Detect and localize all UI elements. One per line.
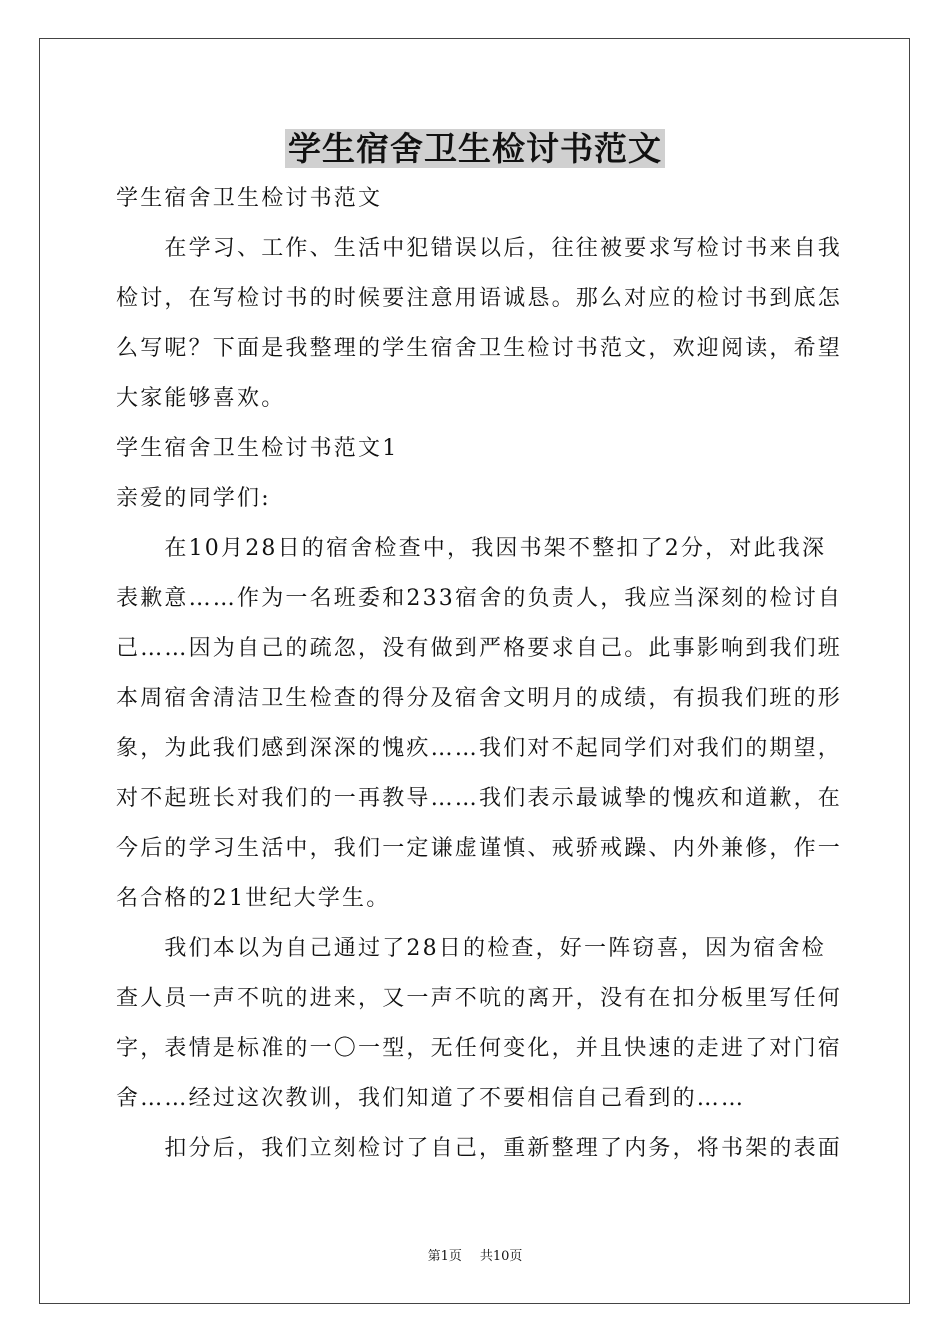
document-title: [0, 126, 950, 172]
text-line: 表歉意……作为一名班委和233宿舍的负责人，我应当深刻的检讨自: [116, 586, 843, 611]
page-number: 第1页: [427, 1249, 462, 1264]
page-footer: [0, 1248, 950, 1266]
text-line: 在10月28日的宿舍检查中，我因书架不整扣了2分，对此我深: [116, 536, 827, 561]
text-line: 今后的学习生活中，我们一定谦虚谨慎、戒骄戒躁、内外兼修，作一: [116, 836, 843, 861]
text-line: 查人员一声不吭的进来，又一声不吭的离开，没有在扣分板里写任何: [116, 986, 843, 1011]
text-line: 亲爱的同学们:: [116, 486, 271, 511]
text-line: 在学习、工作、生活中犯错误以后，往往被要求写检讨书来自我: [116, 236, 843, 261]
text-line: 检讨，在写检讨书的时候要注意用语诚恳。那么对应的检讨书到底怎: [116, 286, 843, 311]
text-line: 么写呢？下面是我整理的学生宿舍卫生检讨书范文，欢迎阅读，希望: [116, 336, 843, 361]
text-line: 学生宿舍卫生检讨书范文1: [116, 436, 399, 461]
text-line: 字，表情是标准的一〇一型，无任何变化，并且快速的走进了对门宿: [116, 1036, 843, 1061]
text-line: 扣分后，我们立刻检讨了自己，重新整理了内务，将书架的表面: [116, 1136, 843, 1161]
text-line: 大家能够喜欢。: [116, 386, 286, 411]
page-total: 共10页: [479, 1249, 523, 1264]
document-title-text: 学生宿舍卫生检讨书范文: [285, 129, 665, 168]
text-line: 己……因为自己的疏忽，没有做到严格要求自己。此事影响到我们班: [116, 636, 843, 661]
text-line: 舍……经过这次教训，我们知道了不要相信自己看到的……: [116, 1086, 746, 1111]
text-line: 对不起班长对我们的一再教导……我们表示最诚挚的愧疚和道歉，在: [116, 786, 843, 811]
text-line: 象，为此我们感到深深的愧疚……我们对不起同学们对我们的期望，: [116, 736, 843, 761]
text-line: 我们本以为自己通过了28日的检查，好一阵窃喜，因为宿舍检: [116, 936, 826, 961]
text-line: 本周宿舍清洁卫生检查的得分及宿舍文明月的成绩，有损我们班的形: [116, 686, 843, 711]
text-line: 学生宿舍卫生检讨书范文: [116, 186, 383, 211]
text-line: 名合格的21世纪大学生。: [116, 886, 391, 911]
